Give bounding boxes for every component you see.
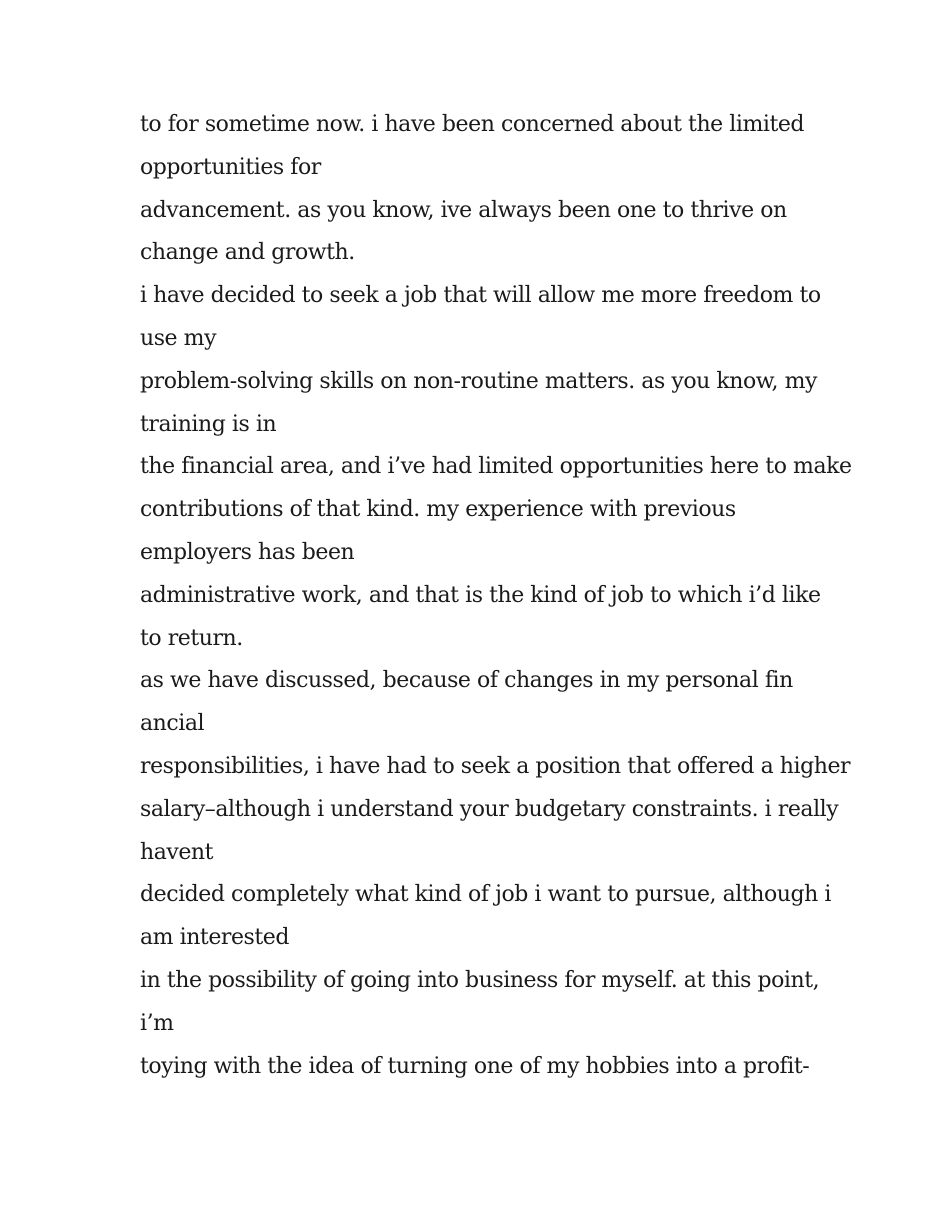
text-line: use my	[140, 325, 217, 351]
text-line: am interested	[140, 925, 289, 951]
text-line: to return.	[140, 625, 243, 651]
text-line: i’m	[140, 1010, 174, 1036]
text-line: responsibilities, i have had to seek a position that offered a higher	[140, 753, 851, 779]
text-line: administrative work, and that is the kind of job to which i’d like	[140, 582, 821, 608]
text-line: i have decided to seek a job that will allow me more freedom to	[140, 283, 821, 309]
text-line: havent	[140, 839, 214, 865]
text-line: change and growth.	[140, 240, 355, 266]
text-line: problem-solving skills on non-routine matters. as you know, my	[140, 368, 818, 394]
text-line: salary–although i understand your budgetary constraints. i really	[140, 796, 839, 822]
letter-body	[140, 104, 852, 1088]
text-line: employers has been	[140, 539, 355, 565]
text-line: advancement. as you know, ive always been one to thrive on	[140, 197, 787, 223]
text-line: toying with the idea of turning one of my hobbies into a profit-	[140, 1053, 810, 1079]
text-line: contributions of that kind. my experience with previous	[140, 497, 736, 523]
text-line: ancial	[140, 711, 205, 737]
text-line: to for sometime now. i have been concerned about the limited	[140, 112, 805, 137]
text-line: as we have discussed, because of changes in my personal fin	[140, 668, 793, 694]
text-line: opportunities for	[140, 154, 321, 180]
text-line: the financial area, and i’ve had limited opportunities here to make	[140, 454, 852, 480]
text-line: decided completely what kind of job i want to pursue, although i	[140, 882, 831, 908]
text-line: training is in	[140, 411, 277, 437]
text-line: in the possibility of going into business for myself. at this point,	[140, 967, 820, 993]
